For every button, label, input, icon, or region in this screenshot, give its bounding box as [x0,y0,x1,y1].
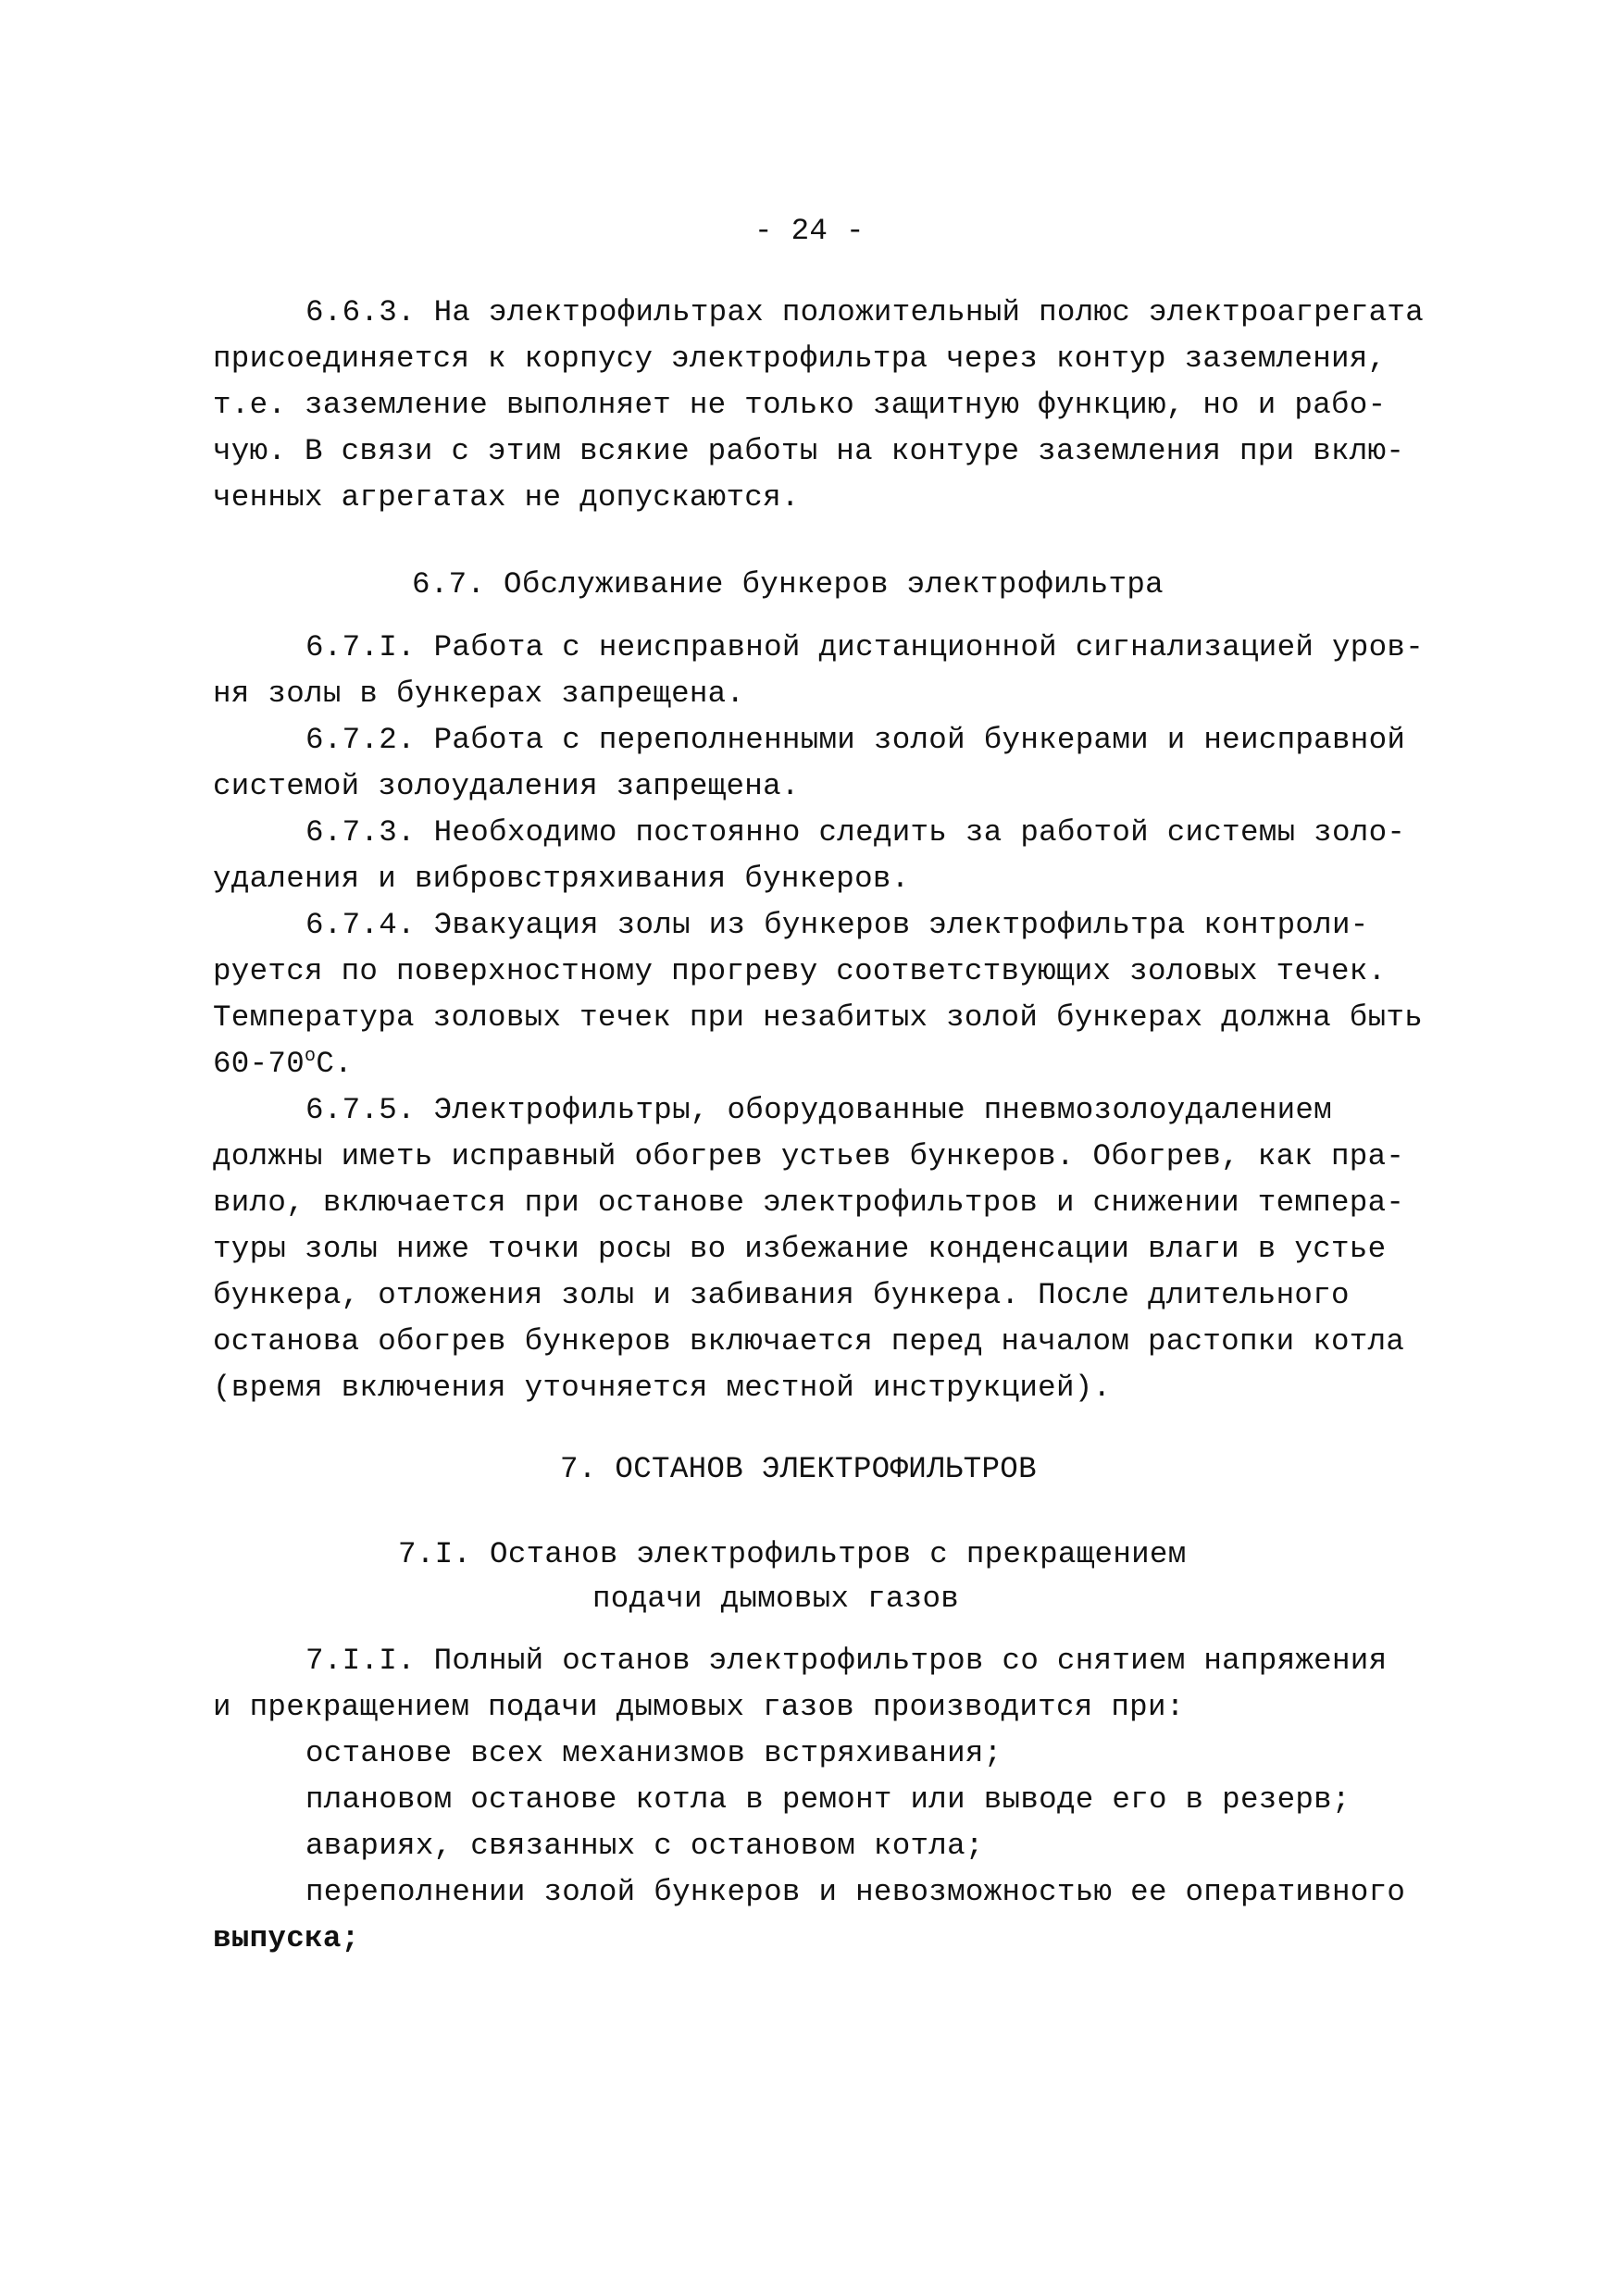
p675-line-4: туры золы ниже точки росы во избежание конденсации влаги в устье [213,1232,1387,1266]
list-item-1: останове всех механизмов встряхивания; [305,1736,1003,1770]
p672-line-1: 6.7.2. Работа с переполненными золой бункерами и неисправной [305,723,1406,757]
temperature-unit: С. [316,1047,353,1081]
list-item-4-tail: выпуска; [213,1921,360,1955]
p663-line-3: т.е. заземление выполняет не только защитную функцию, но и рабо- [213,388,1387,422]
p663-line-2: присоединяется к корпусу электрофильтра через контур заземления, [213,341,1387,376]
p675-line-2: должны иметь исправный обогрев устьев бункеров. Обогрев, как пра- [213,1139,1405,1173]
p675-line-5: бункера, отложения золы и забивания бункера. После длительного [213,1278,1350,1312]
degree-mark: о [305,1046,317,1068]
sub71-title-line-1: 7.I. Останов электрофильтров с прекращением [398,1537,1187,1571]
p663-line-1: 6.6.3. На электрофильтрах положительный полюс электроагрегата [305,295,1424,329]
p675-line-6: останова обогрев бункеров включается перед началом растопки котла [213,1324,1405,1359]
p673-line-1: 6.7.3. Необходимо постоянно следить за работой системы золо- [305,815,1406,850]
list-item-3: авариях, связанных с остановом котла; [305,1829,984,1863]
p674-line-1: 6.7.4. Эвакуация золы из бункеров электрофильтра контроли- [305,908,1369,942]
section7-title: 7. ОСТАНОВ ЭЛЕКТРОФИЛЬТРОВ [560,1452,1037,1486]
list-item-2: плановом останове котла в ремонт или выводе его в резерв; [305,1782,1351,1817]
sub71-title-line-2: подачи дымовых газов [592,1582,960,1616]
p674-line-4 [213,1046,353,1083]
p663-line-4: чую. В связи с этим всякие работы на контуре заземления при вклю- [213,434,1405,468]
p711-line-2: и прекращением подачи дымовых газов производится при: [213,1690,1185,1724]
section67-title: 6.7. Обслуживание бункеров электрофильтра [412,567,1164,602]
p663-line-5: ченных агрегатах не допускаются. [213,480,800,515]
page-number: - 24 - [754,214,865,248]
p672-line-2: системой золоудаления запрещена. [213,769,800,803]
list-item-4: переполнении золой бункеров и невозможностью ее оперативного [305,1875,1406,1909]
p675-line-7: (время включения уточняется местной инструкцией). [213,1371,1112,1405]
p671-line-2: ня золы в бункерах запрещена. [213,676,745,711]
p674-line-2: руется по поверхностному прогреву соответствующих золовых течек. [213,954,1387,988]
p675-line-1: 6.7.5. Электрофильтры, оборудованные пневмозолоудалением [305,1093,1332,1127]
p711-line-1: 7.I.I. Полный останов электрофильтров со снятием напряжения [305,1644,1388,1678]
p671-line-1: 6.7.I. Работа с неисправной дистанционной сигнализацией уров- [305,630,1424,664]
p675-line-3: вило, включается при останове электрофильтров и снижении темпера- [213,1185,1405,1220]
p674-line-3: Температура золовых течек при незабитых золой бункерах должна быть [213,1000,1424,1035]
temperature-value: 60-70 [213,1047,305,1081]
p673-line-2: удаления и вибровстряхивания бункеров. [213,862,910,896]
